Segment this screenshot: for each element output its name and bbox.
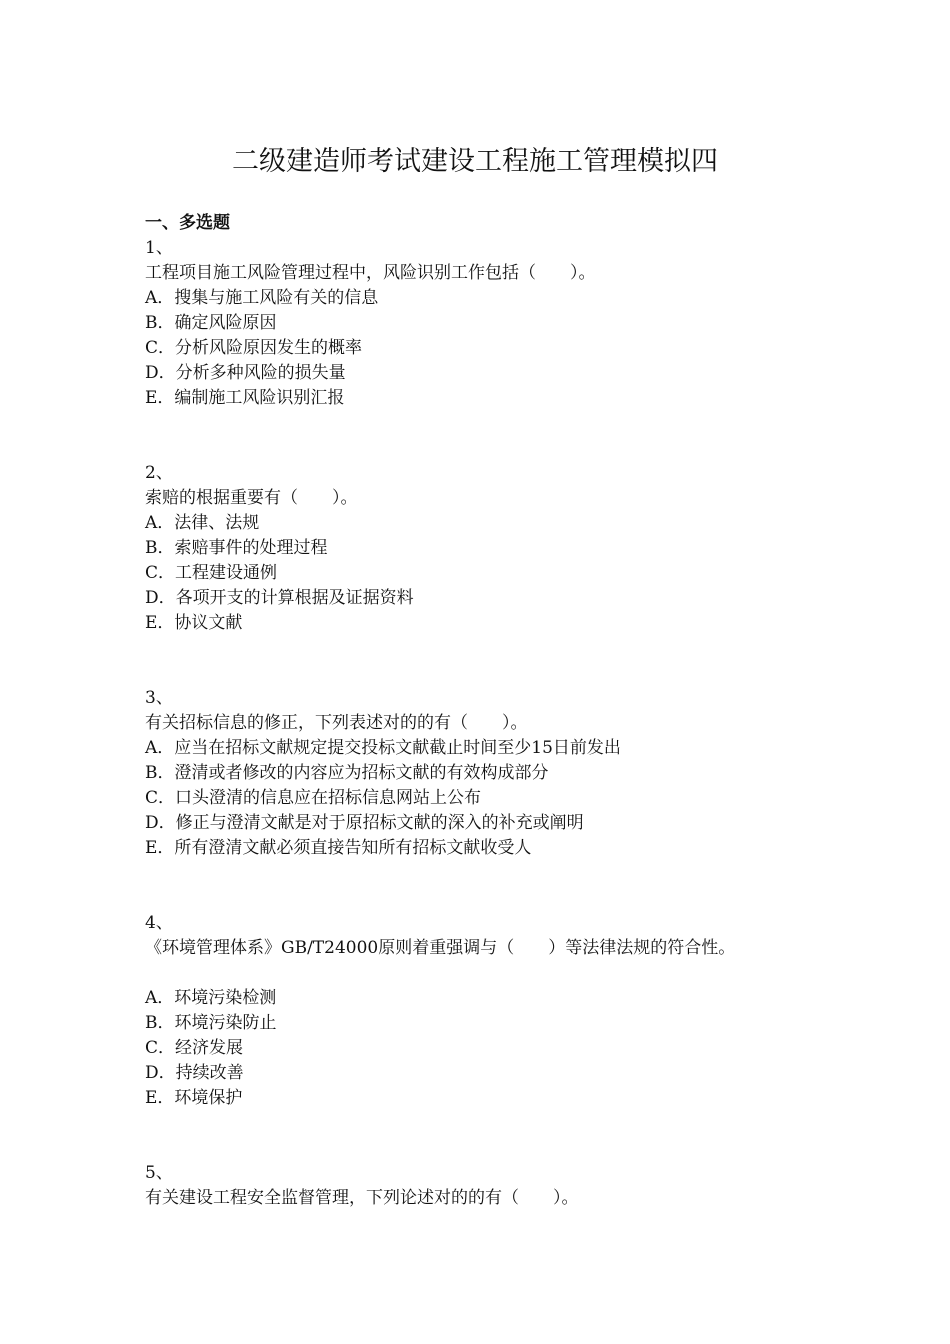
question-number: 4、 <box>145 913 173 933</box>
option-d: D．持续改善 <box>145 1063 244 1083</box>
option-c: C．工程建设通例 <box>145 563 278 583</box>
question-5 <box>145 1161 905 1211</box>
option-a: A．搜集与施工风险有关的信息 <box>145 288 379 308</box>
question-gap <box>145 1111 905 1161</box>
option-c: C．口头澄清的信息应在招标信息网站上公布 <box>145 788 482 808</box>
question-number: 2、 <box>145 463 173 483</box>
option-b: B．确定风险原因 <box>145 313 277 333</box>
option-e: E．环境保护 <box>145 1088 243 1108</box>
option-b: B．索赔事件的处理过程 <box>145 538 328 558</box>
question-3 <box>145 686 905 861</box>
option-d: D．各项开支的计算根据及证据资料 <box>145 588 414 608</box>
option-a: A．环境污染检测 <box>145 988 277 1008</box>
question-number: 3、 <box>145 688 173 708</box>
option-c: C．经济发展 <box>145 1038 244 1058</box>
question-gap <box>145 636 905 686</box>
option-d: D．修正与澄清文献是对于原招标文献的深入的补充或阐明 <box>145 813 584 833</box>
question-stem: 《环境管理体系》GB/T24000原则着重强调与（ ）等法律法规的符合性。 <box>145 938 736 958</box>
question-gap <box>145 861 905 911</box>
question-stem: 有关招标信息的修正，下列表述对的的有（ ）。 <box>145 713 528 733</box>
question-number: 5、 <box>145 1163 173 1183</box>
question-number: 1、 <box>145 238 173 258</box>
blank-line <box>145 961 905 986</box>
option-e: E．所有澄清文献必须直接告知所有招标文献收受人 <box>145 838 532 858</box>
option-d: D．分析多种风险的损失量 <box>145 363 346 383</box>
section-heading: 一、多选题 <box>145 213 230 233</box>
question-list <box>145 236 905 1211</box>
question-1 <box>145 236 905 411</box>
option-e: E．协议文献 <box>145 613 243 633</box>
option-b: B．环境污染防止 <box>145 1013 277 1033</box>
option-b: B．澄清或者修改的内容应为招标文献的有效构成部分 <box>145 763 549 783</box>
option-a: A．法律、法规 <box>145 513 260 533</box>
question-4 <box>145 911 905 1111</box>
question-gap <box>145 411 905 461</box>
option-e: E．编制施工风险识别汇报 <box>145 388 345 408</box>
option-a: A．应当在招标文献规定提交投标文献截止时间至少15日前发出 <box>145 738 621 758</box>
question-stem: 有关建设工程安全监督管理，下列论述对的的有（ ）。 <box>145 1188 579 1208</box>
question-2 <box>145 461 905 636</box>
question-stem: 工程项目施工风险管理过程中，风险识别工作包括（ ）。 <box>145 263 596 283</box>
question-stem: 索赔的根据重要有（ ）。 <box>145 488 358 508</box>
option-c: C．分析风险原因发生的概率 <box>145 338 363 358</box>
document-title: 二级建造师考试建设工程施工管理模拟四 <box>232 146 718 177</box>
